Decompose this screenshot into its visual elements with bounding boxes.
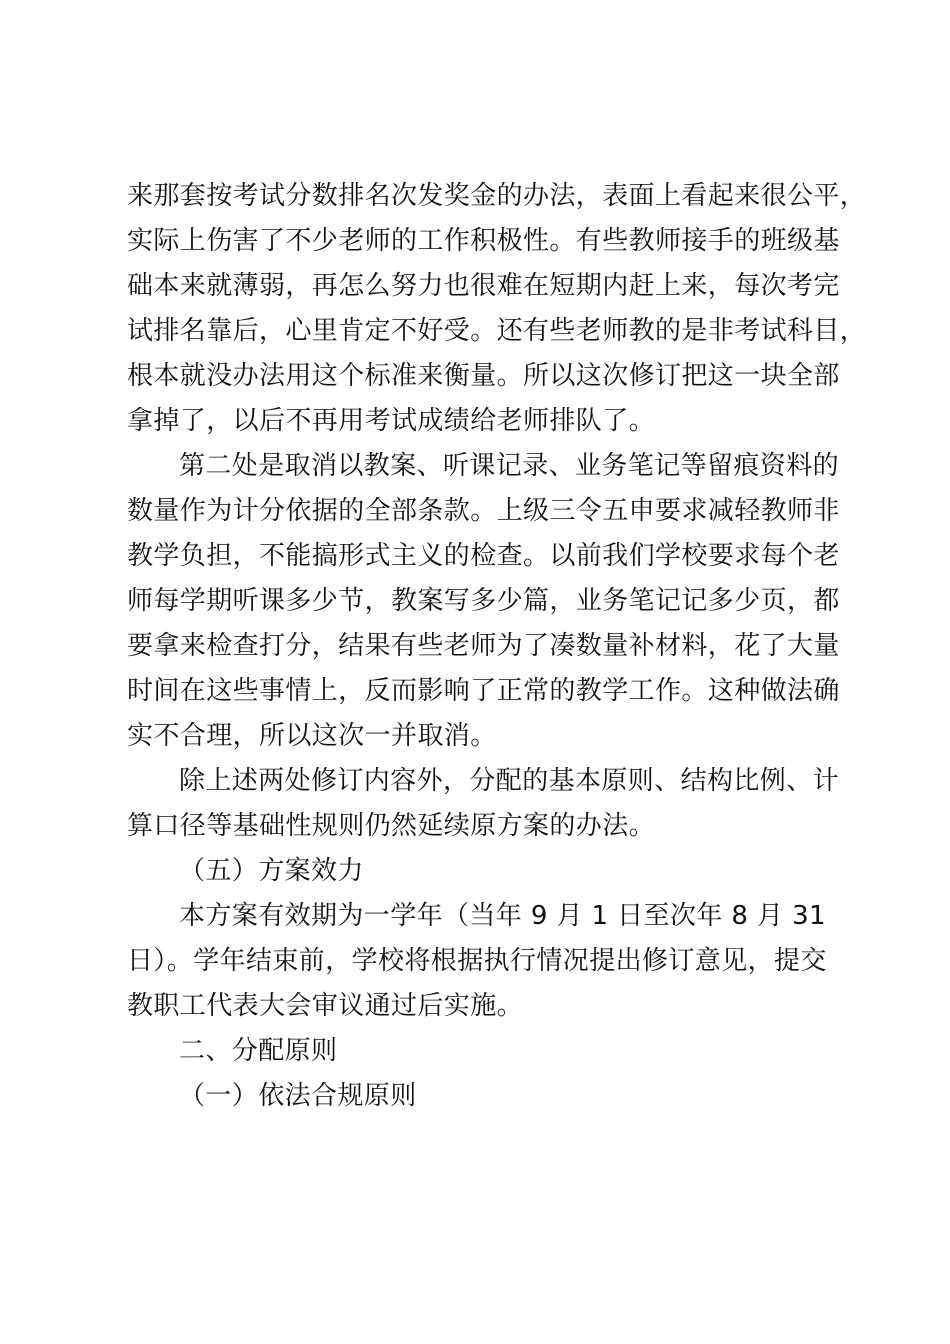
paragraph-1-line-3: 础本来就薄弱，再怎么努力也很难在短期内赶上来，每次考完 xyxy=(127,271,840,301)
section-heading-1: （一）依法合规原则 xyxy=(179,1081,417,1111)
paragraph-3-line-2: 算口径等基础性规则仍然延续原方案的办法。 xyxy=(127,811,656,841)
paragraph-2-line-5: 要拿来检查打分，结果有些老师为了凑数量补材料，花了大量 xyxy=(127,631,840,661)
paragraph-1-line-4: 试排名靠后，心里肯定不好受。还有些老师教的是非考试科目， xyxy=(127,316,867,346)
paragraph-1-line-5: 根本就没办法用这个标准来衡量。所以这次修订把这一块全部 xyxy=(127,361,840,391)
section-heading-5: （五）方案效力 xyxy=(179,856,364,886)
paragraph-2-line-6: 时间在这些事情上，反而影响了正常的教学工作。这种做法确 xyxy=(127,676,840,706)
paragraph-2-line-4: 师每学期听课多少节，教案写多少篇，业务笔记记多少页，都 xyxy=(127,586,840,616)
paragraph-1-line-6: 拿掉了，以后不再用考试成绩给老师排队了。 xyxy=(127,406,656,436)
paragraph-1-line-1: 来那套按考试分数排名次发奖金的办法，表面上看起来很公平， xyxy=(127,181,867,211)
paragraph-1-line-2: 实际上伤害了不少老师的工作积极性。有些教师接手的班级基 xyxy=(127,226,840,256)
paragraph-5-line-2: 日）。学年结束前，学校将根据执行情况提出修订意见，提交 xyxy=(127,946,827,976)
paragraph-5-line-3: 教职工代表大会审议通过后实施。 xyxy=(127,991,524,1021)
paragraph-2-line-3: 教学负担，不能搞形式主义的检查。以前我们学校要求每个老 xyxy=(127,541,840,571)
paragraph-2-line-2: 数量作为计分依据的全部条款。上级三令五申要求减轻教师非 xyxy=(127,496,840,526)
paragraph-2-line-1: 第二处是取消以教案、听课记录、业务笔记等留痕资料的 xyxy=(179,451,840,481)
chapter-heading-2: 二、分配原则 xyxy=(179,1036,338,1066)
paragraph-5-line-1: 本方案有效期为一学年（当年 9 月 1 日至次年 8 月 31 xyxy=(179,901,826,931)
paragraph-2-line-7: 实不合理，所以这次一并取消。 xyxy=(127,721,497,751)
paragraph-3-line-1: 除上述两处修订内容外，分配的基本原则、结构比例、计 xyxy=(179,766,840,796)
